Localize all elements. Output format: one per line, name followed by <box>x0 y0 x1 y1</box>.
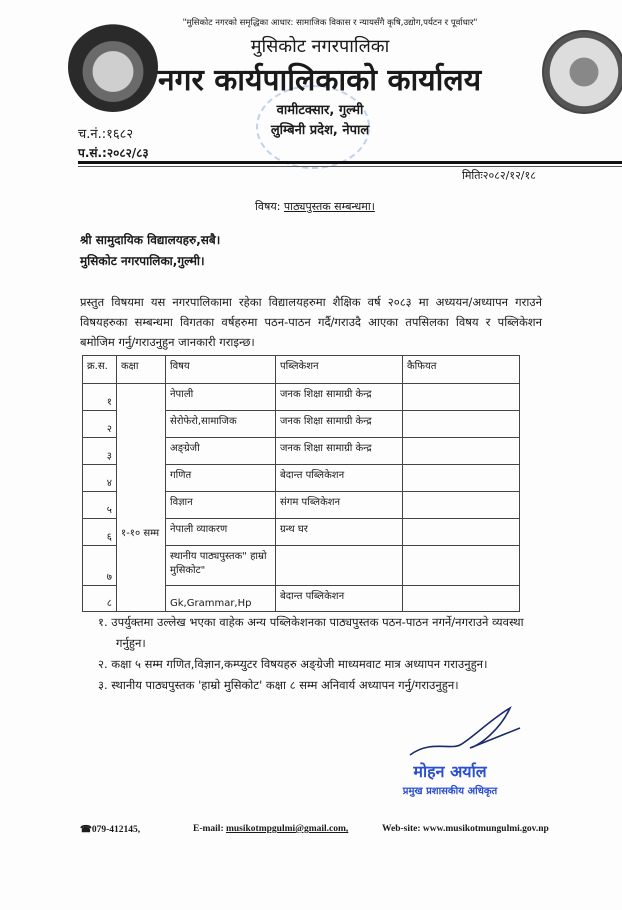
cell-remarks <box>403 465 520 492</box>
cell-sn: ३ <box>83 438 117 465</box>
cell-publication <box>276 546 403 586</box>
cell-sn: २ <box>83 411 117 438</box>
cell-subject: स्थानीय पाठ्यपुस्तक" हाम्रो मुसिकोट" <box>166 546 276 586</box>
table-header-row <box>83 356 520 384</box>
nepal-emblem-icon <box>68 22 158 112</box>
letter-number: प.सं.:२०८२/८३ <box>78 146 149 160</box>
cell-sn: १ <box>83 384 117 411</box>
instructions-list <box>98 612 548 696</box>
cell-remarks <box>403 546 520 586</box>
cell-subject: Gk,Grammar,Hp <box>166 586 276 612</box>
cell-publication: जनक शिक्षा सामाग्री केन्द्र <box>276 411 403 438</box>
cell-publication: ग्रन्थ घर <box>276 519 403 546</box>
footer-email <box>193 824 348 834</box>
cell-subject: गणित <box>166 465 276 492</box>
dispatch-number: च.नं.:१६८२ <box>78 127 134 142</box>
cell-publication: जनक शिक्षा सामाग्री केन्द्र <box>276 438 403 465</box>
cell-class-range: १-१० सम्म <box>117 384 166 612</box>
header-rule-thin <box>78 166 622 167</box>
cell-remarks <box>403 519 520 546</box>
body-paragraph: प्रस्तुत विषयमा यस नगरपालिकामा रहेका विद्यालयहरुमा शैक्षिक वर्ष २०८३ मा अध्ययन/अध्यापन गराउने विषयहरुका सम्बन्धमा विगतका वर्षहरुमा पठन-पाठन गर्दै/गराउदै आएका तपसिलका विषय र पब्लिकेशन बमोजिम गर्नु/गराउनुहुन जानकारी गराइन्छ। <box>80 295 542 349</box>
footer-website[interactable]: Web-site: www.musikotmungulmi.gov.np <box>382 824 549 834</box>
subject-text: पाठ्यपुस्तक सम्बन्धमा। <box>283 200 375 213</box>
cell-sn: ७ <box>83 546 117 586</box>
email-label: E-mail: <box>193 824 224 834</box>
instruction-item: १. उपर्युक्तमा उल्लेख भएका वाहेक अन्य पब्लिकेशनका पाठ्यपुस्तक पठन-पाठन नगर्ने/नगराउने व्यवस्था गर्नुहुन। <box>98 615 524 650</box>
cell-sn: ८ <box>83 586 117 612</box>
cell-sn: ४ <box>83 465 117 492</box>
office-title: नगर कार्यपालिकाको कार्यालय <box>158 63 482 98</box>
letter-date: मितिः२०८२/१२/१८ <box>462 169 536 182</box>
cell-remarks <box>403 586 520 612</box>
cell-remarks <box>403 411 520 438</box>
cell-sn: ६ <box>83 519 117 546</box>
cell-publication: जनक शिक्षा सामाग्री केन्द्र <box>276 384 403 411</box>
cell-publication: संगम पब्लिकेशन <box>276 492 403 519</box>
instruction-item: ३. स्थानीय पाठ्यपुस्तक 'हाम्रो मुसिकोट' कक्षा ८ सम्म अनिवार्य अध्यापन गर्नु/गराउनुहुन। <box>98 678 459 692</box>
cell-subject: विज्ञान <box>166 492 276 519</box>
cell-remarks <box>403 492 520 519</box>
header-sn: क्र.स. <box>83 356 117 384</box>
cell-remarks <box>403 438 520 465</box>
header-subject: विषय <box>166 356 276 384</box>
addressee-line: श्री सामुदायिक विद्यालयहरु,सबै। <box>80 233 221 247</box>
cell-publication: बेदान्त पब्लिकेशन <box>276 465 403 492</box>
cell-publication: बेदान्त पब्लिकेशन <box>276 586 403 612</box>
cell-subject: नेपाली व्याकरण <box>166 519 276 546</box>
header-remarks: कैफियत <box>403 356 520 384</box>
table-row <box>83 384 520 411</box>
municipality-logo-icon <box>542 30 622 114</box>
cell-remarks <box>403 384 520 411</box>
address-line1: वामीटक्सार, गुल्मी <box>276 103 364 118</box>
cell-subject: अङ्ग्रेजी <box>166 438 276 465</box>
header-class: कक्षा <box>117 356 166 384</box>
footer-phone: ☎079-412145, <box>80 825 141 835</box>
cell-subject: सेरोफेरो,सामाजिक <box>166 411 276 438</box>
cell-sn: ५ <box>83 492 117 519</box>
subject-label: विषय: <box>255 200 281 213</box>
addressee <box>80 230 220 272</box>
address-line2: लुम्बिनी प्रदेश, नेपाल <box>270 123 370 138</box>
subject-line <box>255 199 375 214</box>
email-link[interactable]: musikotmpgulmi@gmail.com, <box>225 824 349 834</box>
cell-subject: नेपाली <box>166 384 276 411</box>
instruction-item: २. कक्षा ५ सम्म गणित,विज्ञान,कम्प्युटर विषयहरु अङ्ग्रेजी माध्यमवाट मात्र अध्यापन गराउनुहुन। <box>98 657 488 671</box>
header-rule <box>78 161 622 164</box>
addressee-line: मुसिकोट नगरपालिका,गुल्मी। <box>80 254 205 268</box>
municipality-name: मुसिकोट नगरपालिका <box>250 36 390 57</box>
header-publication: पब्लिकेशन <box>276 356 403 384</box>
signatory-title: प्रमुख प्रशासकीय अधिकृत <box>402 786 498 797</box>
textbook-table <box>82 355 520 612</box>
motto: "मुसिकोट नगरको समृद्धिका आधार: सामाजिक विकास र न्यायसँगै कृषि,उद्योग,पर्यटन र पूर्वाधार" <box>182 18 478 28</box>
signatory-name: मोहन अर्याल <box>413 762 487 781</box>
